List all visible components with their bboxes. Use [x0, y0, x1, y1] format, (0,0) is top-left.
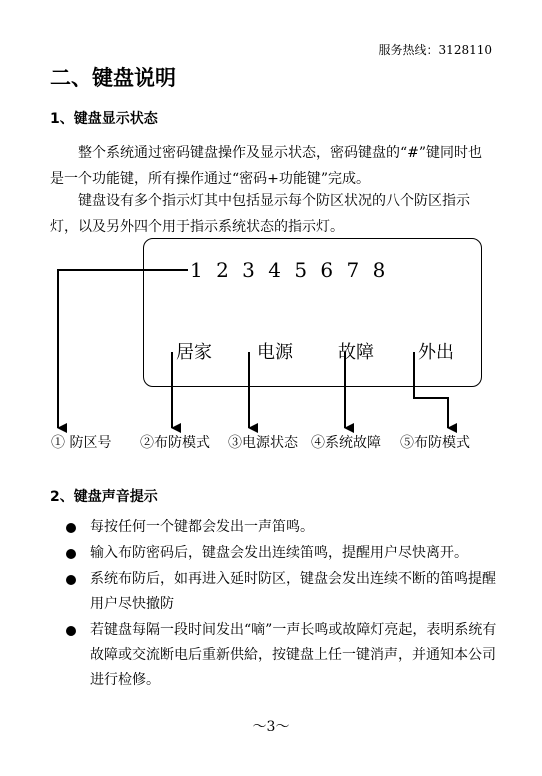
- lamp-home: 居家: [176, 342, 212, 363]
- legend-arm-mode-2: ⑤布防模式: [400, 435, 470, 451]
- legend-fault: ④系统故障: [311, 435, 381, 451]
- bullet-dot-icon: [66, 523, 76, 533]
- sound-bullet-list: [66, 515, 506, 694]
- subsection-title-display: 1、键盘显示状态: [50, 111, 158, 127]
- legend-power: ③电源状态: [228, 435, 298, 451]
- list-item: 输入布防密码后，键盘会发出连续笛鸣，提醒用户尽快离开。: [66, 541, 506, 566]
- page-number: ～3～: [252, 719, 290, 735]
- service-hotline: 服务热线：3128110: [378, 43, 492, 57]
- legend-arm-mode: ②布防模式: [140, 435, 210, 451]
- arrow-away: [414, 352, 448, 428]
- subsection-title-sound: 2、键盘声音提示: [50, 489, 158, 505]
- bullet-dot-icon: [66, 626, 76, 636]
- lamp-away: 外出: [418, 342, 454, 363]
- bullet-dot-icon: [66, 549, 76, 559]
- section-title: 二、键盘说明: [50, 66, 176, 90]
- list-item: 系统布防后，如再进入延时防区，键盘会发出连续不断的笛鸣提醒用户尽快撤防: [66, 567, 506, 617]
- paragraph-display-2: 键盘设有多个指示灯其中包括显示每个防区状况的八个防区指示灯，以及另外四个用于指示系统状态的指示灯。: [50, 193, 470, 235]
- lamp-fault: 故障: [338, 342, 374, 363]
- list-item: 每按任何一个键都会发出一声笛鸣。: [66, 515, 506, 540]
- bullet-dot-icon: [66, 575, 76, 585]
- zone-digits: 1 2 3 4 5 6 7 8: [190, 258, 386, 282]
- list-item: 若键盘每隔一段时间发出“嘀”一声长鸣或故障灯亮起，表明系统有故障或交流断电后重新供給，按键盘上任一键消声，并通知本公司进行检修。: [66, 618, 506, 693]
- paragraph-display-1: 整个系统通过密码键盘操作及显示状态，密码键盘的“#”键同时也是一个功能键，所有操作通过“密码+功能键”完成。: [50, 145, 483, 187]
- lamp-power: 电源: [257, 342, 293, 363]
- arrow-zone: [58, 270, 188, 428]
- legend-zone: ① 防区号: [51, 435, 112, 451]
